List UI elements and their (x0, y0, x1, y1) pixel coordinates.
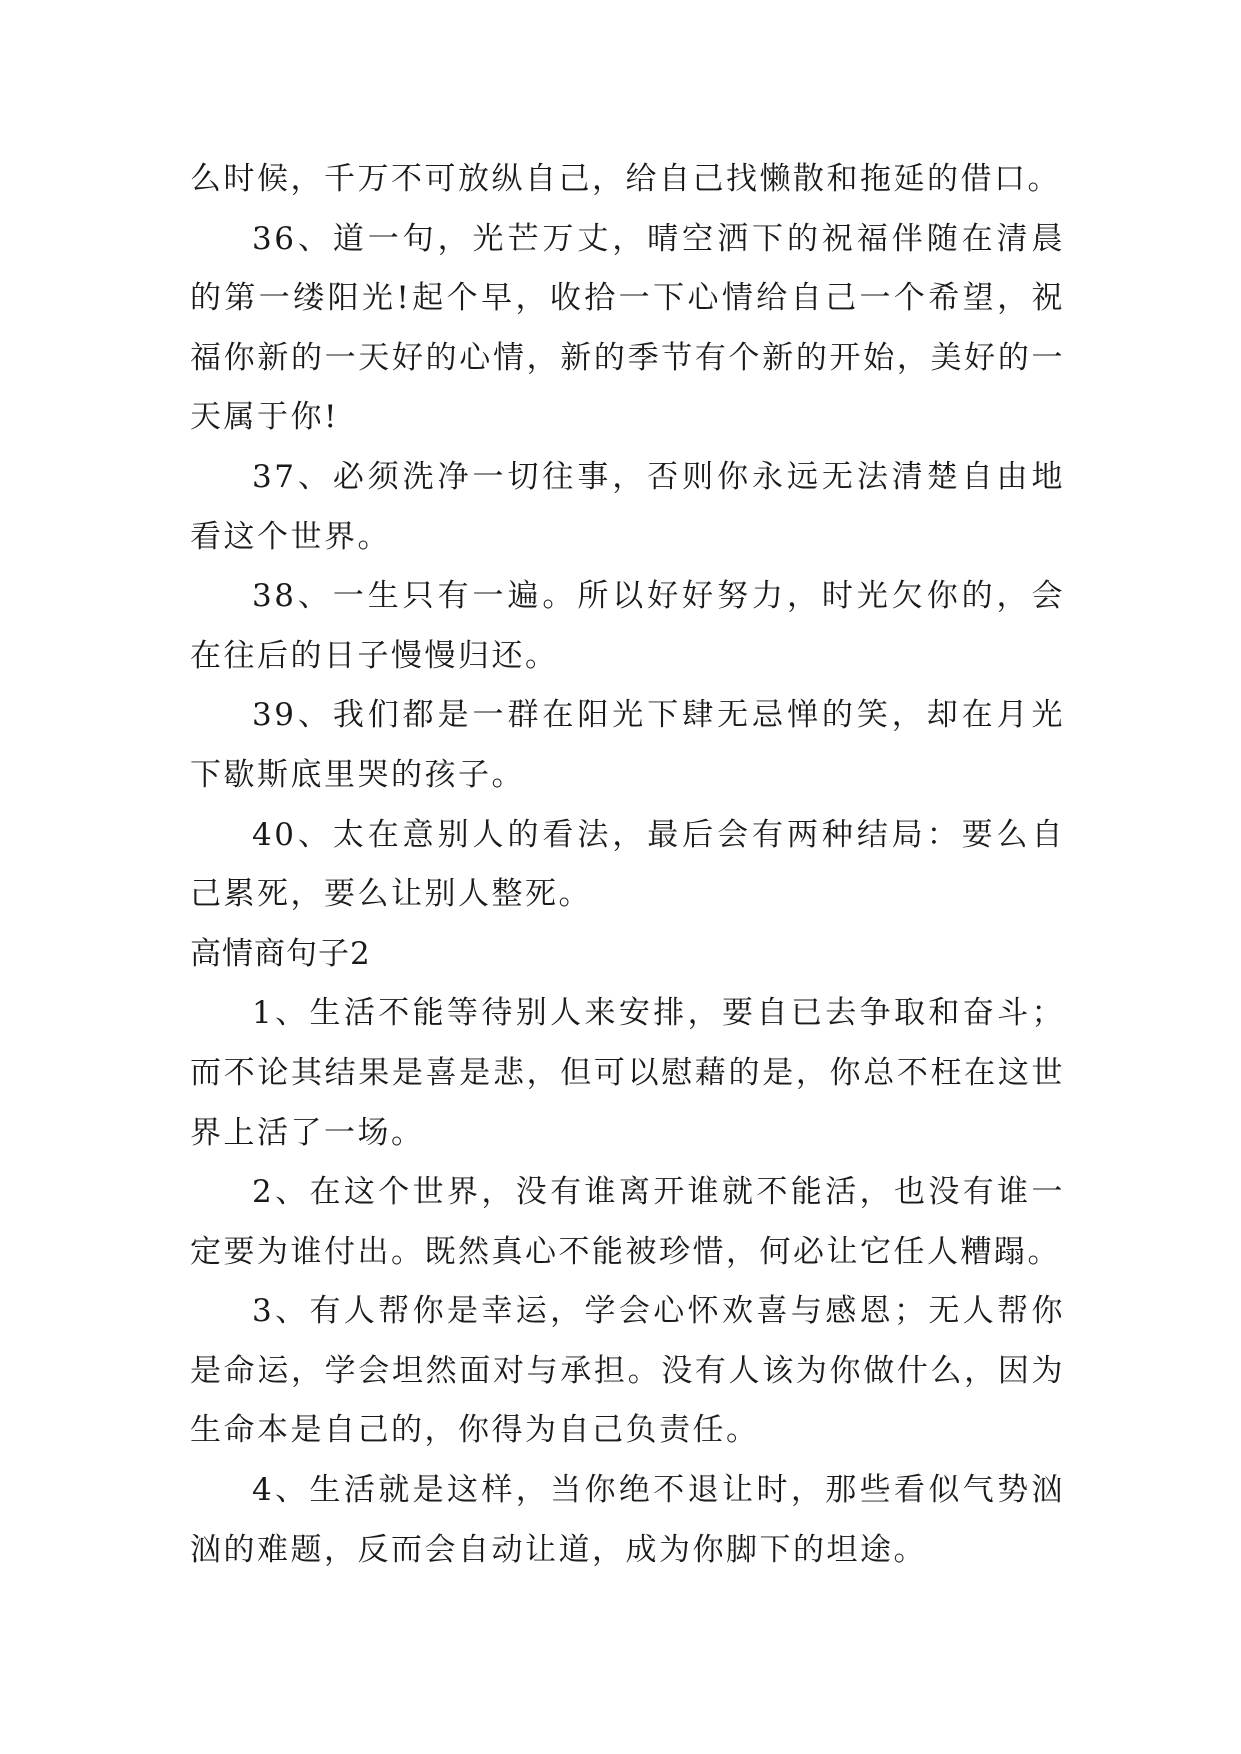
section-heading: 高情商句子2 (190, 935, 371, 972)
paragraph-item-40: 40、太在意别人的看法，最后会有两种结局：要么自己累死，要么让别人整死。 (190, 816, 1065, 913)
paragraph-continuation: 么时候，千万不可放纵自己，给自己找懒散和拖延的借口。 (190, 161, 1061, 197)
paragraph-item-3: 3、有人帮你是幸运，学会心怀欢喜与感恩；无人帮你是命运，学会坦然面对与承担。没有人该为你做什么，因为生命本是自己的，你得为自己负责任。 (190, 1293, 1065, 1449)
paragraph-item-2: 2、在这个世界，没有谁离开谁就不能活，也没有谁一定要为谁付出。既然真心不能被珍惜，何必让它任人糟蹋。 (190, 1174, 1065, 1270)
paragraph-item-36: 36、道一句，光芒万丈，晴空洒下的祝福伴随在清晨的第一缕阳光!起个早，收拾一下心情给自己一个希望，祝福你新的一天好的心情，新的季节有个新的开始，美好的一天属于你! (190, 220, 1065, 436)
paragraph-item-37: 37、必须洗净一切往事，否则你永远无法清楚自由地看这个世界。 (190, 458, 1065, 555)
paragraph-item-4: 4、生活就是这样，当你绝不退让时，那些看似气势汹汹的难题，反而会自动让道，成为你脚下的坦途。 (190, 1472, 1065, 1568)
paragraph-item-39: 39、我们都是一群在阳光下肆无忌惮的笑，却在月光下歇斯底里哭的孩子。 (190, 697, 1065, 793)
paragraph-item-1: 1、生活不能等待别人来安排，要自已去争取和奋斗；而不论其结果是喜是悲，但可以慰藉的是，你总不枉在这世界上活了一场。 (190, 995, 1065, 1151)
paragraph-item-38: 38、一生只有一遍。所以好好努力，时光欠你的，会在往后的日子慢慢归还。 (190, 578, 1065, 674)
document-body (190, 150, 1065, 1580)
